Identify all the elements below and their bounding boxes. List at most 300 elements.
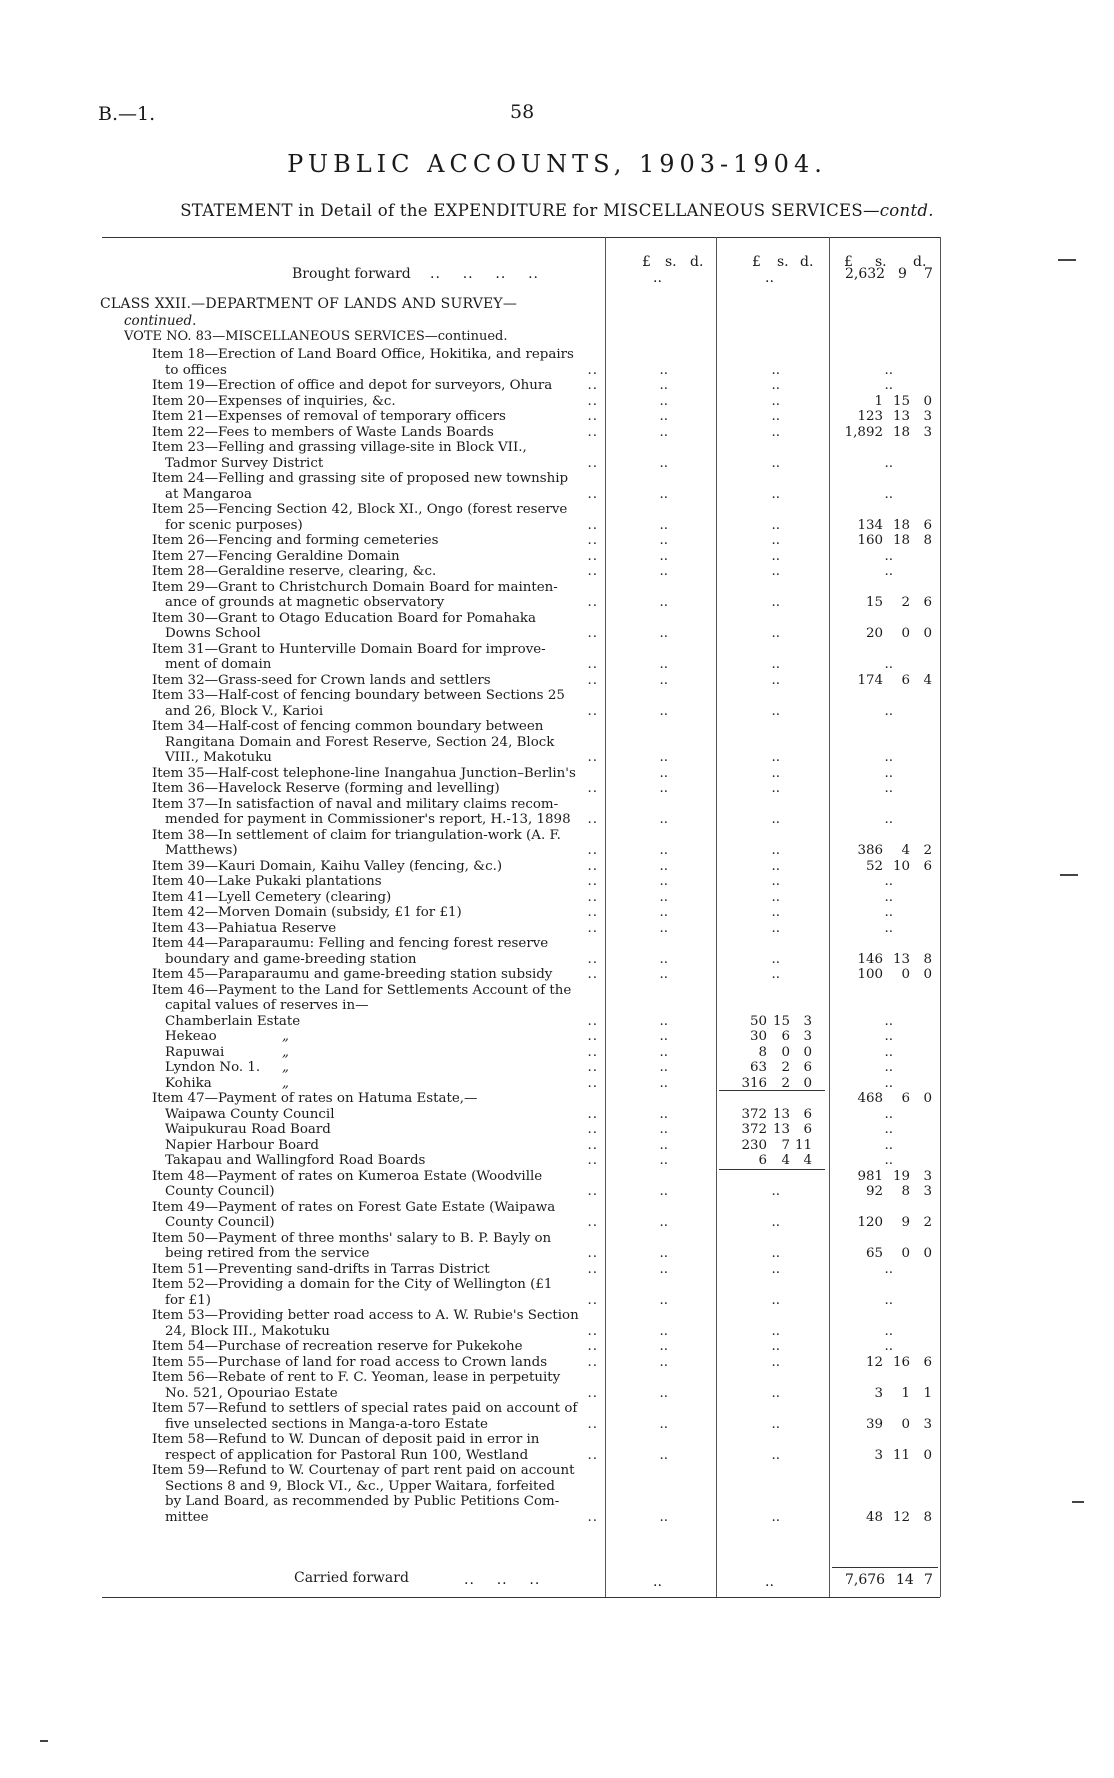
cell-col1: .. bbox=[659, 967, 668, 982]
page-number: 58 bbox=[510, 101, 535, 123]
table-row bbox=[0, 1293, 1114, 1308]
cell-col3-shillings: 0 bbox=[901, 626, 910, 641]
item-description: Item 38—In settlement of claim for triangulation-work (A. F. bbox=[152, 827, 561, 843]
item-description: Item 18—Erection of Land Board Office, Hokitika, and repairs bbox=[152, 347, 574, 362]
cell-col2-shillings: 6 bbox=[781, 1029, 790, 1044]
cell-col3: .. bbox=[884, 765, 893, 781]
cell-col3-pounds: 981 bbox=[857, 1168, 883, 1184]
cell-col2: .. bbox=[771, 424, 780, 440]
cell-col3-pence: 3 bbox=[923, 409, 932, 424]
cell-col2: .. bbox=[771, 1339, 780, 1354]
cell-col3-shillings: 13 bbox=[892, 409, 910, 424]
cell-col3-pence: 4 bbox=[923, 672, 932, 688]
cell-col3: .. bbox=[884, 1044, 893, 1060]
leader-dots: .. bbox=[587, 843, 598, 858]
cell-col1: .. bbox=[659, 1122, 668, 1137]
table-row bbox=[0, 1215, 1114, 1230]
cell-col1: .. bbox=[659, 1416, 668, 1432]
cell-col3-shillings: 18 bbox=[892, 533, 910, 548]
cell-col3-pounds: 120 bbox=[857, 1215, 883, 1230]
column-header-c3-1: s. bbox=[875, 254, 887, 270]
cell-col2-pounds: 30 bbox=[749, 1029, 767, 1044]
cell-col2: .. bbox=[771, 1215, 780, 1230]
cell-col3-pence: 0 bbox=[923, 1447, 932, 1463]
table-row bbox=[0, 595, 1114, 610]
table-row bbox=[0, 1107, 1114, 1122]
cell-col2: .. bbox=[771, 812, 780, 827]
class-heading-contd: continued. bbox=[124, 313, 197, 329]
item-description: Item 36—Havelock Reserve (forming and levelling) bbox=[152, 781, 500, 796]
cell-col3: .. bbox=[884, 362, 893, 378]
cell-col2-pounds: 63 bbox=[749, 1060, 767, 1075]
cell-col2-pence: 3 bbox=[803, 1029, 812, 1044]
ditto-mark: „ bbox=[282, 1075, 289, 1091]
table-row bbox=[0, 704, 1114, 719]
table-row bbox=[0, 1386, 1114, 1401]
cell-col1: .. bbox=[659, 781, 668, 796]
cell-col2: .. bbox=[771, 765, 780, 781]
item-description: No. 521, Opouriao Estate bbox=[165, 1385, 338, 1401]
cell-col1: .. bbox=[659, 424, 668, 440]
cell-col3-shillings: 11 bbox=[892, 1447, 910, 1463]
item-description: Item 50—Payment of three months' salary to B. P. Bayly on bbox=[152, 1230, 552, 1246]
brought-forward-pounds: 2,632 bbox=[845, 266, 886, 282]
table-row bbox=[0, 1184, 1114, 1199]
table-row bbox=[0, 425, 1114, 440]
cell-col2: .. bbox=[771, 1261, 780, 1277]
cell-col2: .. bbox=[771, 595, 780, 610]
cell-col2-pounds: 372 bbox=[741, 1122, 767, 1137]
cell-col3-pounds: 65 bbox=[865, 1246, 883, 1261]
leader-dots: .. bbox=[587, 1354, 598, 1370]
cell-col2: .. bbox=[771, 967, 780, 982]
leader-dots: .. bbox=[587, 1246, 598, 1261]
column-header-c1-0: £ bbox=[642, 254, 651, 270]
cell-col1: .. bbox=[659, 1184, 668, 1199]
brought-forward-pence: 7 bbox=[924, 266, 933, 282]
subtitle-main: STATEMENT in Detail of the EXPENDITURE for MISCELLANEOUS SERVICES bbox=[180, 201, 863, 220]
cell-col1: .. bbox=[659, 843, 668, 858]
cell-col3-pence: 8 bbox=[923, 533, 932, 548]
table-row bbox=[0, 1045, 1114, 1060]
cell-col3-shillings: 1 bbox=[901, 1385, 910, 1401]
item-description: County Council) bbox=[165, 1215, 275, 1230]
column-header-c2-2: d. bbox=[800, 254, 814, 270]
table-row bbox=[0, 456, 1114, 471]
cell-col1: .. bbox=[659, 920, 668, 936]
cell-col2: .. bbox=[771, 626, 780, 641]
item-description: Item 54—Purchase of recreation reserve for Pukekohe bbox=[152, 1339, 523, 1354]
item-description: Item 52—Providing a domain for the City of Wellington (£1 bbox=[152, 1277, 553, 1292]
table-row bbox=[0, 673, 1114, 688]
leader-dots: .. bbox=[587, 533, 598, 548]
leader-dots: .. bbox=[587, 703, 598, 719]
cell-col2: .. bbox=[771, 548, 780, 564]
cell-col3-shillings: 0 bbox=[901, 1416, 910, 1432]
cell-col3: .. bbox=[884, 486, 893, 502]
item-description: Item 41—Lyell Cemetery (clearing) bbox=[152, 889, 392, 905]
cell-col3-pence: 6 bbox=[923, 1354, 932, 1370]
cell-col2: .. bbox=[771, 362, 780, 378]
item-description: Item 48—Payment of rates on Kumeroa Estate (Woodville bbox=[152, 1168, 543, 1184]
cell-col3-shillings: 6 bbox=[901, 1091, 910, 1106]
leader-dots: .. bbox=[587, 1215, 598, 1230]
cell-col1: .. bbox=[659, 812, 668, 827]
subtotal-rule bbox=[719, 1090, 825, 1091]
cell-col2: .. bbox=[771, 657, 780, 672]
cell-col1: .. bbox=[659, 1354, 668, 1370]
cell-col3: .. bbox=[884, 703, 893, 719]
margin-mark bbox=[40, 1740, 48, 1742]
cell-col2: .. bbox=[771, 455, 780, 471]
cell-col2-shillings: 15 bbox=[772, 1013, 790, 1029]
table-row bbox=[0, 1448, 1114, 1463]
table-row bbox=[0, 921, 1114, 936]
cell-col3-pounds: 100 bbox=[857, 967, 883, 982]
cell-col1: .. bbox=[659, 889, 668, 905]
carried-forward-pence: 7 bbox=[924, 1572, 933, 1588]
cell-col3-pence: 3 bbox=[923, 1184, 932, 1199]
item-description: Rapuwai bbox=[165, 1044, 225, 1060]
cell-col3-pence: 3 bbox=[923, 1416, 932, 1432]
cell-col2-pence: 0 bbox=[803, 1075, 812, 1091]
item-description: respect of application for Pastoral Run 100, Westland bbox=[165, 1447, 529, 1463]
cell-col3: .. bbox=[884, 657, 893, 672]
table-row bbox=[0, 440, 1114, 455]
item-description: Item 34—Half-cost of fencing common boundary between bbox=[152, 719, 544, 734]
item-description: Item 42—Morven Domain (subsidy, £1 for £1) bbox=[152, 905, 462, 920]
cell-col1: .. bbox=[659, 1215, 668, 1230]
cell-col2: .. bbox=[771, 1323, 780, 1339]
leader-dots: .. bbox=[587, 781, 598, 796]
cell-col2: .. bbox=[771, 533, 780, 548]
cell-col3-pence: 0 bbox=[923, 1246, 932, 1261]
item-description: Rangitana Domain and Forest Reserve, Section 24, Block bbox=[165, 734, 555, 750]
leader-dots: .. bbox=[587, 1416, 598, 1432]
cell-col3: .. bbox=[884, 455, 893, 471]
item-description: Sections 8 and 9, Block VI., &c., Upper Waitara, forfeited bbox=[165, 1478, 555, 1494]
cell-col3: .. bbox=[884, 874, 893, 889]
table-row bbox=[0, 1277, 1114, 1292]
cell-col1: .. bbox=[659, 1339, 668, 1354]
leader-dots: .. bbox=[587, 1075, 598, 1091]
table-row bbox=[0, 363, 1114, 378]
leader-dots: .. bbox=[587, 1044, 598, 1060]
item-description: Tadmor Survey District bbox=[165, 455, 324, 471]
leader-dots: .. bbox=[587, 393, 598, 409]
cell-col2-shillings: 7 bbox=[781, 1137, 790, 1153]
leader-dots: .. bbox=[587, 1509, 598, 1525]
item-description: County Council) bbox=[165, 1184, 275, 1199]
cell-col3: .. bbox=[884, 548, 893, 564]
leader-dots: .. bbox=[587, 812, 598, 827]
item-description: Item 28—Geraldine reserve, clearing, &c. bbox=[152, 564, 437, 579]
item-description: Item 59—Refund to W. Courtenay of part rent paid on account bbox=[152, 1463, 575, 1478]
cell-col3: .. bbox=[884, 1075, 893, 1091]
cell-col3-pence: 8 bbox=[923, 1509, 932, 1525]
brought-forward-label: Brought forward bbox=[292, 266, 411, 282]
item-description: Item 37—In satisfaction of naval and military claims recom- bbox=[152, 796, 559, 812]
table-row bbox=[0, 843, 1114, 858]
cell-col2: .. bbox=[771, 858, 780, 874]
item-description: Item 57—Refund to settlers of special rates paid on account of bbox=[152, 1401, 578, 1416]
cell-col2-shillings: 13 bbox=[772, 1122, 790, 1137]
leader-dots: .. bbox=[587, 1184, 598, 1199]
cell-col3: .. bbox=[884, 905, 893, 920]
leader-dots: .. bbox=[587, 1013, 598, 1029]
cell-col3-pounds: 146 bbox=[857, 951, 883, 967]
cell-col3-pounds: 92 bbox=[865, 1184, 883, 1199]
item-description: ance of grounds at magnetic observatory bbox=[165, 595, 445, 610]
cell-col1: .. bbox=[659, 750, 668, 765]
leader-dots: .. bbox=[587, 889, 598, 905]
item-description: and 26, Block V., Karioi bbox=[165, 703, 324, 719]
table-row bbox=[0, 1014, 1114, 1029]
cell-col1: .. bbox=[659, 703, 668, 719]
item-description: at Mangaroa bbox=[165, 486, 252, 502]
cell-col3-pence: 2 bbox=[923, 1215, 932, 1230]
cell-col2: .. bbox=[771, 951, 780, 967]
table-row bbox=[0, 1432, 1114, 1447]
statement-subtitle bbox=[0, 201, 1114, 220]
cell-col2: .. bbox=[771, 905, 780, 920]
table-row bbox=[0, 998, 1114, 1013]
cell-col3-pence: 0 bbox=[923, 393, 932, 409]
column-header-c2-1: s. bbox=[777, 254, 789, 270]
ditto-mark: „ bbox=[282, 1044, 289, 1060]
cell-col2: .. bbox=[771, 920, 780, 936]
cell-col3: .. bbox=[884, 1013, 893, 1029]
table-row bbox=[0, 1370, 1114, 1385]
table-row bbox=[0, 1076, 1114, 1091]
item-description: Item 58—Refund to W. Duncan of deposit paid in error in bbox=[152, 1432, 540, 1447]
table-row bbox=[0, 859, 1114, 874]
cell-col3: .. bbox=[884, 1106, 893, 1122]
leader-dots: .. bbox=[587, 378, 598, 393]
item-description: Item 47—Payment of rates on Hatuma Estate,— bbox=[152, 1091, 478, 1106]
cell-col2: .. bbox=[771, 889, 780, 905]
table-row bbox=[0, 409, 1114, 424]
item-description: Item 49—Payment of rates on Forest Gate Estate (Waipawa bbox=[152, 1199, 556, 1215]
cell-col3-pence: 0 bbox=[923, 967, 932, 982]
item-description: Downs School bbox=[165, 626, 261, 641]
item-description: Item 45—Paraparaumu and game-breeding station subsidy bbox=[152, 967, 553, 982]
cell-col3-pounds: 134 bbox=[857, 517, 883, 533]
table-row bbox=[0, 1060, 1114, 1075]
leader-dots: .. bbox=[587, 1153, 598, 1168]
cell-col2-pence: 6 bbox=[803, 1106, 812, 1122]
leader-dots: .. bbox=[587, 874, 598, 889]
table-row bbox=[0, 394, 1114, 409]
cell-col3: .. bbox=[884, 889, 893, 905]
table-row bbox=[0, 471, 1114, 486]
item-description: Item 26—Fencing and forming cemeteries bbox=[152, 533, 439, 548]
carried-forward-pounds: 7,676 bbox=[845, 1572, 886, 1588]
item-description: Napier Harbour Board bbox=[165, 1137, 319, 1153]
cell-col1: .. bbox=[659, 393, 668, 409]
table-row bbox=[0, 967, 1114, 982]
cell-col1: .. bbox=[659, 1029, 668, 1044]
cell-col2: .. bbox=[771, 874, 780, 889]
item-description: Item 25—Fencing Section 42, Block XI., Ongo (forest reserve bbox=[152, 502, 568, 517]
item-description: Item 21—Expenses of removal of temporary officers bbox=[152, 409, 506, 424]
cell-col3-shillings: 0 bbox=[901, 1246, 910, 1261]
cell-col2-pounds: 8 bbox=[758, 1044, 767, 1060]
table-row bbox=[0, 936, 1114, 951]
table-row bbox=[0, 487, 1114, 502]
leader-dots: .. bbox=[587, 858, 598, 874]
item-description: ment of domain bbox=[165, 657, 272, 672]
leader-dots: .. bbox=[587, 455, 598, 471]
leader-dots: .. bbox=[587, 1292, 598, 1308]
table-row bbox=[0, 564, 1114, 579]
item-description: Item 40—Lake Pukaki plantations bbox=[152, 874, 382, 889]
ditto-mark: „ bbox=[282, 1060, 289, 1075]
item-description: mittee bbox=[165, 1509, 209, 1525]
item-description: Item 56—Rebate of rent to F. C. Yeoman, lease in perpetuity bbox=[152, 1370, 561, 1385]
item-description: Item 43—Pahiatua Reserve bbox=[152, 920, 337, 936]
cell-col3: .. bbox=[884, 1029, 893, 1044]
table-row bbox=[0, 1138, 1114, 1153]
leader-dots: .. bbox=[587, 1060, 598, 1075]
item-description: Lyndon No. 1. bbox=[165, 1060, 261, 1075]
item-description: Item 27—Fencing Geraldine Domain bbox=[152, 548, 400, 564]
cell-col1: .. bbox=[659, 1060, 668, 1075]
cell-col2-shillings: 13 bbox=[772, 1106, 790, 1122]
class-heading: CLASS XXII.—DEPARTMENT OF LANDS AND SURVEY— bbox=[100, 296, 518, 312]
cell-col3: .. bbox=[884, 1153, 893, 1168]
leader-dots: .. bbox=[587, 1261, 598, 1277]
cell-col3: .. bbox=[884, 1339, 893, 1354]
item-description: by Land Board, as recommended by Public Petitions Com- bbox=[165, 1494, 560, 1509]
cell-col1: .. bbox=[659, 595, 668, 610]
table-row bbox=[0, 797, 1114, 812]
leader-dots: .. bbox=[587, 920, 598, 936]
leader-dots: .. bbox=[587, 1137, 598, 1153]
item-description: Item 46—Payment to the Land for Settlements Account of the bbox=[152, 982, 572, 998]
table-row bbox=[0, 781, 1114, 796]
cell-col3-pounds: 52 bbox=[865, 858, 883, 874]
cell-col2-shillings: 2 bbox=[781, 1060, 790, 1075]
ditto-mark: „ bbox=[282, 1029, 289, 1044]
cell-col3-pounds: 12 bbox=[865, 1354, 883, 1370]
item-description: 24, Block III., Makotuku bbox=[165, 1323, 330, 1339]
cell-col2-pounds: 230 bbox=[741, 1137, 767, 1153]
item-description: boundary and game-breeding station bbox=[165, 951, 417, 967]
table-row bbox=[0, 580, 1114, 595]
item-description: Waipukurau Road Board bbox=[165, 1122, 331, 1137]
item-description: mended for payment in Commissioner's report, H.-13, 1898 bbox=[165, 812, 571, 827]
brought-forward-c2: .. bbox=[765, 270, 774, 286]
table-row bbox=[0, 952, 1114, 967]
table-row bbox=[0, 1510, 1114, 1525]
cell-col2: .. bbox=[771, 486, 780, 502]
cell-col3-shillings: 18 bbox=[892, 424, 910, 440]
table-row bbox=[0, 812, 1114, 827]
item-description: Hekeao bbox=[165, 1029, 217, 1044]
item-description: Item 19—Erection of office and depot for surveyors, Ohura bbox=[152, 378, 553, 393]
cell-col3: .. bbox=[884, 1292, 893, 1308]
cell-col3-shillings: 0 bbox=[901, 967, 910, 982]
carried-forward-dots: .. .. .. bbox=[464, 1572, 541, 1588]
item-description: Item 35—Half-cost telephone-line Inangahua Junction–Berlin's bbox=[152, 765, 576, 781]
leader-dots: .. bbox=[587, 1323, 598, 1339]
cell-col3: .. bbox=[884, 781, 893, 796]
cell-col1: .. bbox=[659, 765, 668, 781]
cell-col1: .. bbox=[659, 1153, 668, 1168]
table-row bbox=[0, 688, 1114, 703]
cell-col3-shillings: 18 bbox=[892, 517, 910, 533]
cell-col3-pence: 6 bbox=[923, 858, 932, 874]
cell-col1: .. bbox=[659, 564, 668, 579]
cell-col3-pounds: 468 bbox=[857, 1091, 883, 1106]
cell-col1: .. bbox=[659, 874, 668, 889]
item-description: Item 33—Half-cost of fencing boundary between Sections 25 bbox=[152, 688, 565, 703]
cell-col2: .. bbox=[771, 1416, 780, 1432]
carried-forward-c2: .. bbox=[765, 1574, 774, 1590]
column-header-c2-0: £ bbox=[752, 254, 761, 270]
leader-dots: .. bbox=[587, 1447, 598, 1463]
cell-col3-pence: 3 bbox=[923, 1168, 932, 1184]
brought-forward-shillings: 9 bbox=[898, 266, 907, 282]
cell-col3-pounds: 174 bbox=[857, 672, 883, 688]
leader-dots: .. bbox=[587, 548, 598, 564]
table-row bbox=[0, 1231, 1114, 1246]
cell-col2: .. bbox=[771, 409, 780, 424]
item-description: being retired from the service bbox=[165, 1246, 370, 1261]
item-description: five unselected sections in Manga-a-toro Estate bbox=[165, 1416, 488, 1432]
leader-dots: .. bbox=[587, 486, 598, 502]
item-description: Item 22—Fees to members of Waste Lands Boards bbox=[152, 424, 494, 440]
table-row bbox=[0, 1169, 1114, 1184]
cell-col1: .. bbox=[659, 1385, 668, 1401]
cell-col2: .. bbox=[771, 378, 780, 393]
cell-col3-shillings: 6 bbox=[901, 672, 910, 688]
cell-col2: .. bbox=[771, 703, 780, 719]
cell-col3: .. bbox=[884, 1060, 893, 1075]
vote-heading: VOTE NO. 83—MISCELLANEOUS SERVICES—continued. bbox=[124, 329, 508, 344]
table-row bbox=[0, 1401, 1114, 1416]
table-row bbox=[0, 549, 1114, 564]
leader-dots: .. bbox=[587, 362, 598, 378]
table-row bbox=[0, 378, 1114, 393]
page-title: PUBLIC ACCOUNTS, 1903-1904. bbox=[287, 150, 827, 178]
cell-col1: .. bbox=[659, 362, 668, 378]
leader-dots: .. bbox=[587, 750, 598, 765]
cell-col2-pence: 3 bbox=[803, 1013, 812, 1029]
cell-col2: .. bbox=[771, 1509, 780, 1525]
cell-col1: .. bbox=[659, 858, 668, 874]
cell-col3: .. bbox=[884, 812, 893, 827]
item-description: Item 44—Paraparaumu: Felling and fencing forest reserve bbox=[152, 936, 549, 951]
cell-col3-shillings: 12 bbox=[892, 1509, 910, 1525]
cell-col3-pence: 1 bbox=[923, 1385, 932, 1401]
leader-dots: .. bbox=[587, 424, 598, 440]
cell-col1: .. bbox=[659, 517, 668, 533]
table-row bbox=[0, 533, 1114, 548]
cell-col2-pence: 4 bbox=[803, 1153, 812, 1168]
item-description: Item 29—Grant to Christchurch Domain Board for mainten- bbox=[152, 579, 558, 595]
cell-col1: .. bbox=[659, 1013, 668, 1029]
cell-col1: .. bbox=[659, 905, 668, 920]
cell-col1: .. bbox=[659, 1261, 668, 1277]
cell-col1: .. bbox=[659, 1509, 668, 1525]
cell-col1: .. bbox=[659, 455, 668, 471]
table-row bbox=[0, 828, 1114, 843]
table-row bbox=[0, 611, 1114, 626]
cell-col2-pounds: 50 bbox=[749, 1013, 767, 1029]
item-description: Item 23—Felling and grassing village-site in Block VII., bbox=[152, 440, 527, 455]
